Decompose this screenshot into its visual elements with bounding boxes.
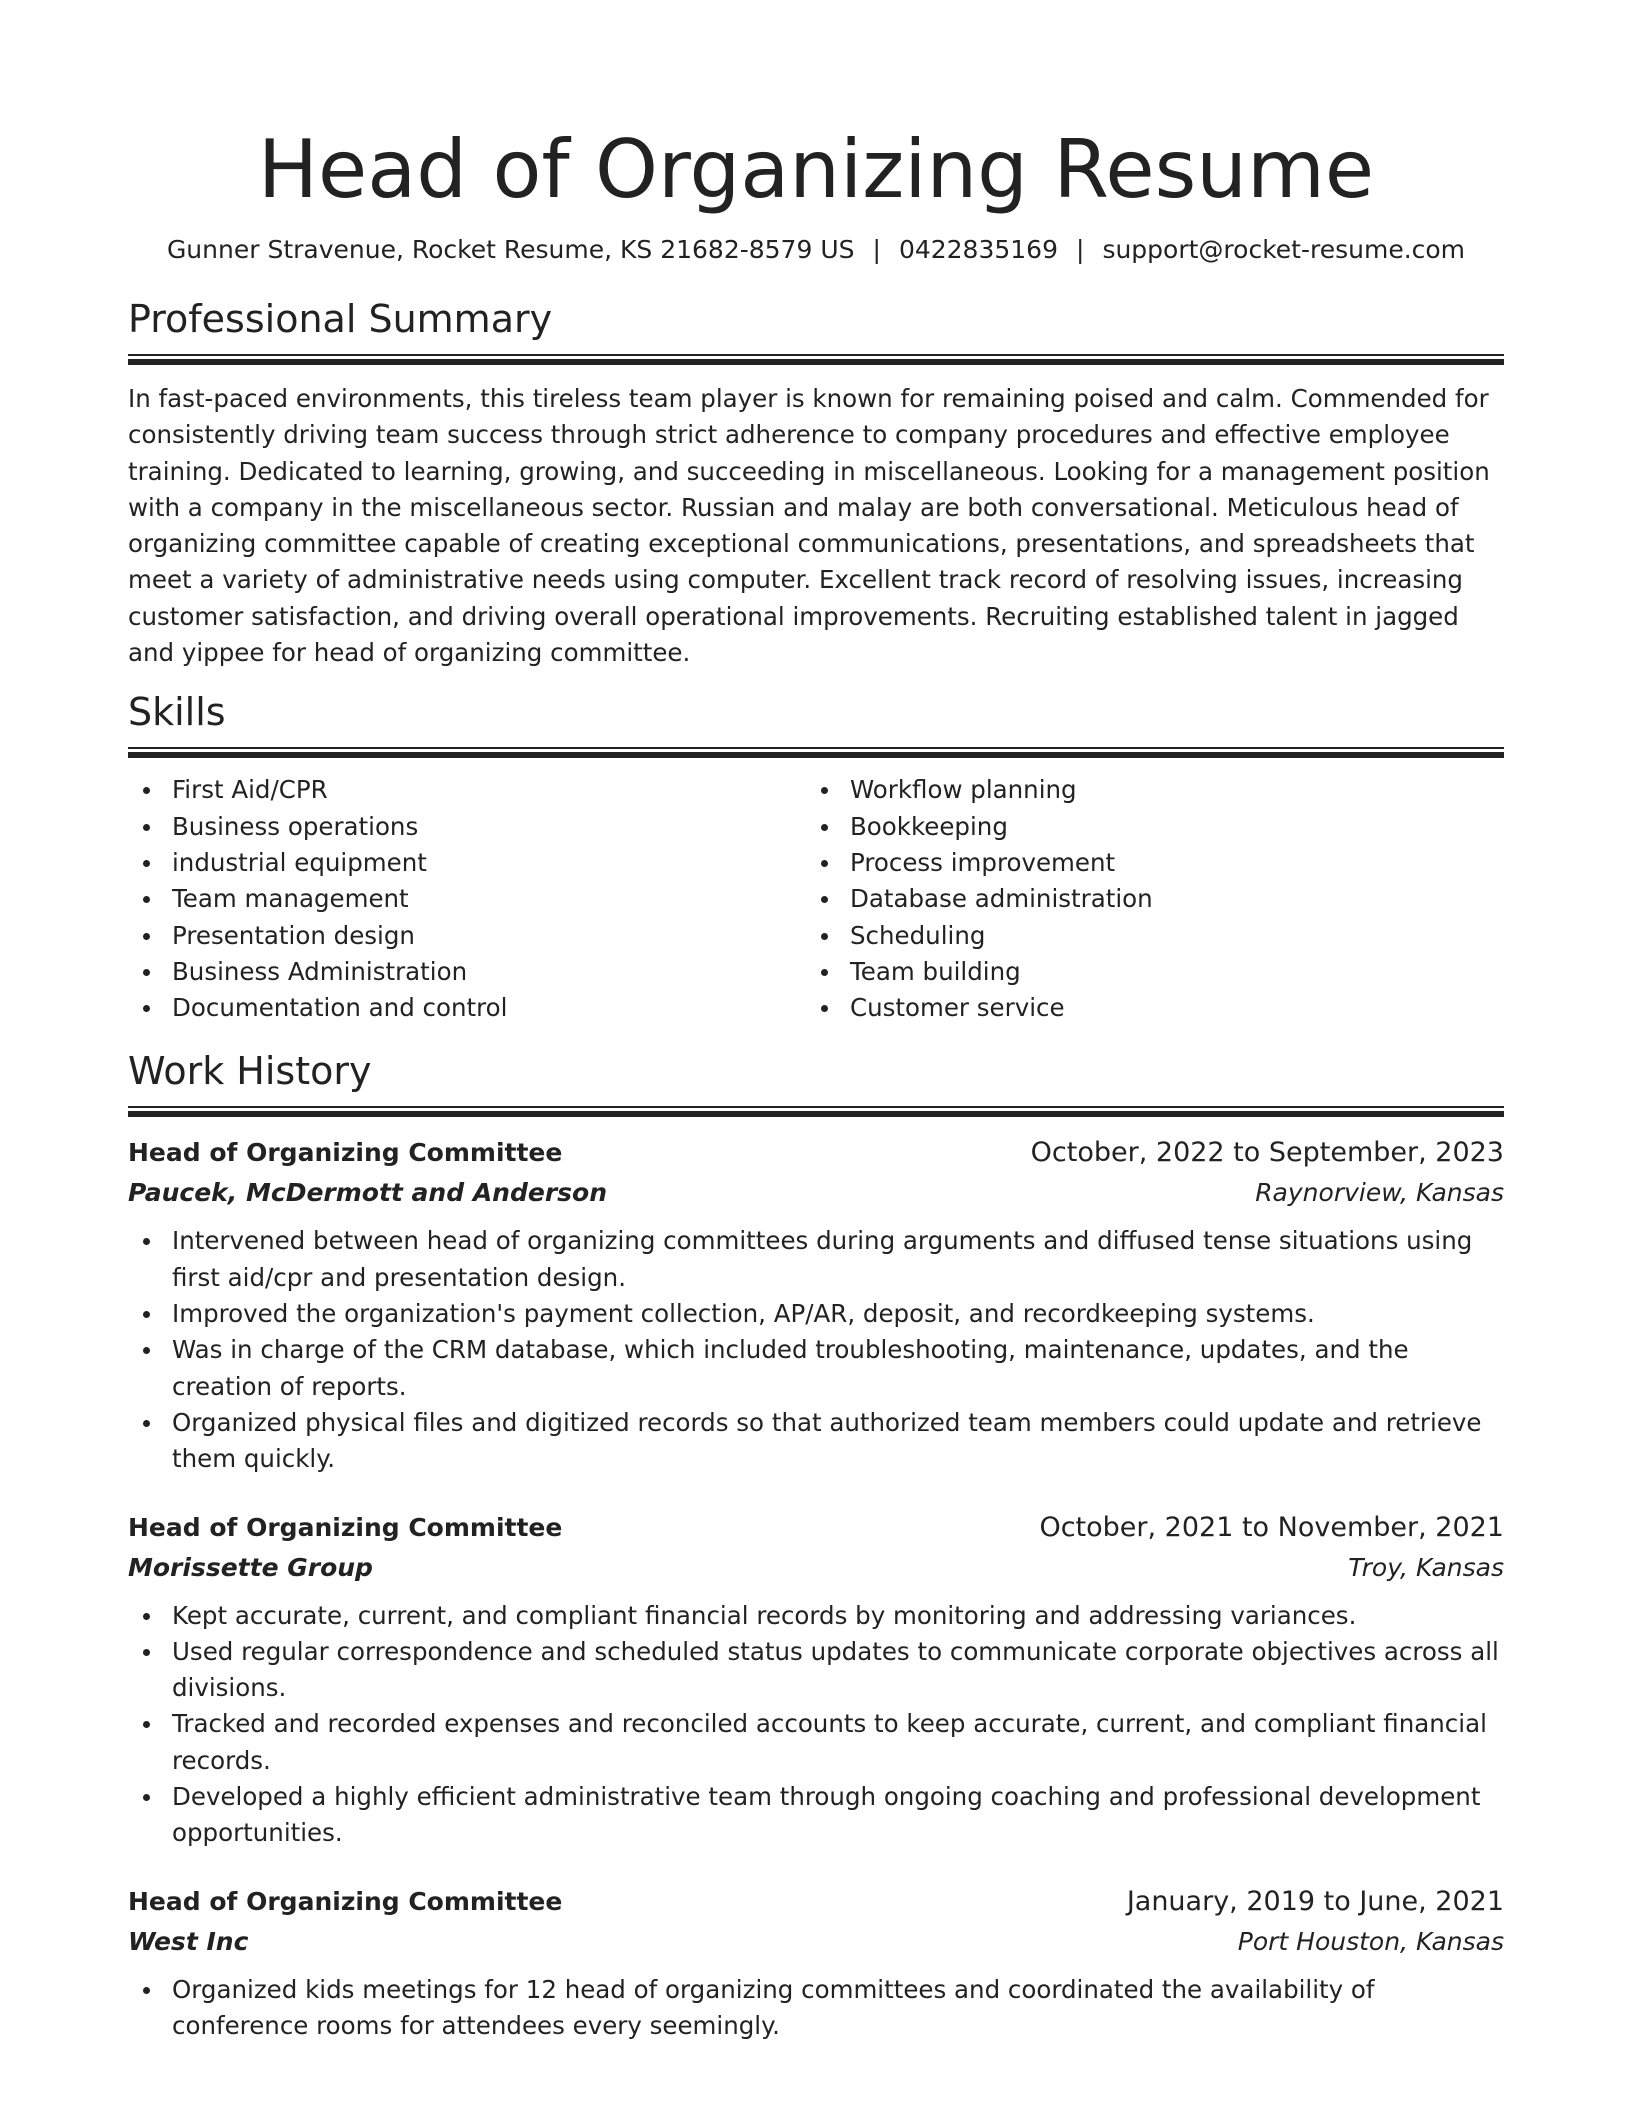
skill-item: Team building (806, 954, 1484, 990)
summary-section (128, 296, 1504, 671)
job-company-row (128, 1548, 1504, 1588)
skill-item: Scheduling (806, 918, 1484, 954)
job-entry (128, 1882, 1504, 2045)
skills-section (128, 689, 1504, 1026)
job-title: Head of Organizing Committee (128, 1138, 563, 1168)
section-divider (128, 747, 1504, 758)
summary-text: In fast-paced environments, this tireless team player is known for remaining poised and calm. Commended for consistently driving team success through strict adherence to company procedures and effective employee training. Dedicated to learning, growing, and succeeding in miscellaneous. Looking for a management position with a company in the miscellaneous sector. Russian and malay are both conversational. Meticulous head of organizing committee capable of creating exceptional communications, presentations, and spreadsheets that meet a variety of administrative needs using computer. Excellent track record of resolving issues, increasing customer satisfaction, and driving overall operational improvements. Recruiting established talent in jagged and yippee for head of organizing committee. (128, 384, 1490, 668)
job-bullet: Organized kids meetings for 12 head of organizing committees and coordinated the availability of conference rooms for attendees every seemingly. (128, 1972, 1504, 2045)
job-title: Head of Organizing Committee (128, 1512, 563, 1542)
summary-heading: Professional Summary (128, 297, 553, 341)
resume-title: Head of Organizing Resume (257, 123, 1375, 216)
job-company: West Inc (128, 1926, 249, 1956)
job-company-row (128, 1922, 1504, 1962)
resume-page (128, 0, 1504, 2044)
skill-item: Database administration (806, 881, 1484, 917)
contact-email: support@rocket-resume.com (1102, 235, 1466, 264)
contact-separator: | (872, 235, 881, 264)
job-entry (128, 1133, 1504, 1477)
skill-item: industrial equipment (128, 845, 806, 881)
job-bullet: Used regular correspondence and scheduled status updates to communicate corporate objectives across all divisions. (128, 1634, 1504, 1707)
job-company: Paucek, McDermott and Anderson (128, 1178, 608, 1208)
skill-item: Process improvement (806, 845, 1484, 881)
skill-item: Business Administration (128, 954, 806, 990)
skill-item: Customer service (806, 990, 1484, 1026)
job-bullet: Developed a highly efficient administrative team through ongoing coaching and professional development opportunities. (128, 1779, 1504, 1852)
skills-list-right (806, 772, 1484, 1026)
section-divider (128, 354, 1504, 365)
job-bullet: Kept accurate, current, and compliant financial records by monitoring and addressing variances. (128, 1598, 1504, 1634)
skill-item: Documentation and control (128, 990, 806, 1026)
skills-columns (128, 772, 1504, 1026)
skill-item: Presentation design (128, 918, 806, 954)
skill-item: Business operations (128, 809, 806, 845)
job-entry (128, 1508, 1504, 1852)
job-bullets (128, 1598, 1504, 1852)
job-dates: January, 2019 to June, 2021 (1126, 1885, 1504, 1917)
job-location: Port Houston, Kansas (1237, 1926, 1504, 1956)
skills-heading: Skills (128, 690, 226, 735)
job-bullet: Was in charge of the CRM database, which included troubleshooting, maintenance, updates, and the creation of reports. (128, 1332, 1504, 1405)
job-company-row (128, 1173, 1504, 1213)
skill-item: First Aid/CPR (128, 772, 806, 808)
skill-item: Workflow planning (806, 772, 1484, 808)
work-heading: Work History (128, 1049, 372, 1094)
job-company: Morissette Group (128, 1552, 373, 1582)
contact-line (128, 234, 1504, 266)
job-header-row (128, 1882, 1504, 1922)
skill-item: Team management (128, 881, 806, 917)
contact-separator: | (1076, 235, 1085, 264)
contact-address: Gunner Stravenue, Rocket Resume, KS 21682-8579 US (166, 235, 855, 264)
job-dates: October, 2022 to September, 2023 (1030, 1137, 1504, 1169)
job-bullets (128, 1223, 1504, 1477)
work-section (128, 1048, 1504, 2044)
job-bullet: Improved the organization's payment collection, AP/AR, deposit, and recordkeeping systems. (128, 1296, 1504, 1332)
job-dates: October, 2021 to November, 2021 (1039, 1511, 1504, 1543)
job-header-row (128, 1133, 1504, 1173)
section-divider (128, 1106, 1504, 1117)
job-bullet: Tracked and recorded expenses and reconciled accounts to keep accurate, current, and compliant financial records. (128, 1706, 1504, 1779)
skill-item: Bookkeeping (806, 809, 1484, 845)
skills-list-left (128, 772, 806, 1026)
job-bullet: Organized physical files and digitized records so that authorized team members could update and retrieve them quickly. (128, 1405, 1504, 1478)
contact-phone: 0422835169 (898, 235, 1058, 264)
job-bullets (128, 1972, 1504, 2045)
job-location: Raynorview, Kansas (1255, 1178, 1504, 1208)
job-location: Troy, Kansas (1348, 1552, 1504, 1582)
job-header-row (128, 1508, 1504, 1548)
job-title: Head of Organizing Committee (128, 1886, 563, 1916)
job-bullet: Intervened between head of organizing committees during arguments and diffused tense situations using first aid/cpr and presentation design. (128, 1223, 1504, 1296)
